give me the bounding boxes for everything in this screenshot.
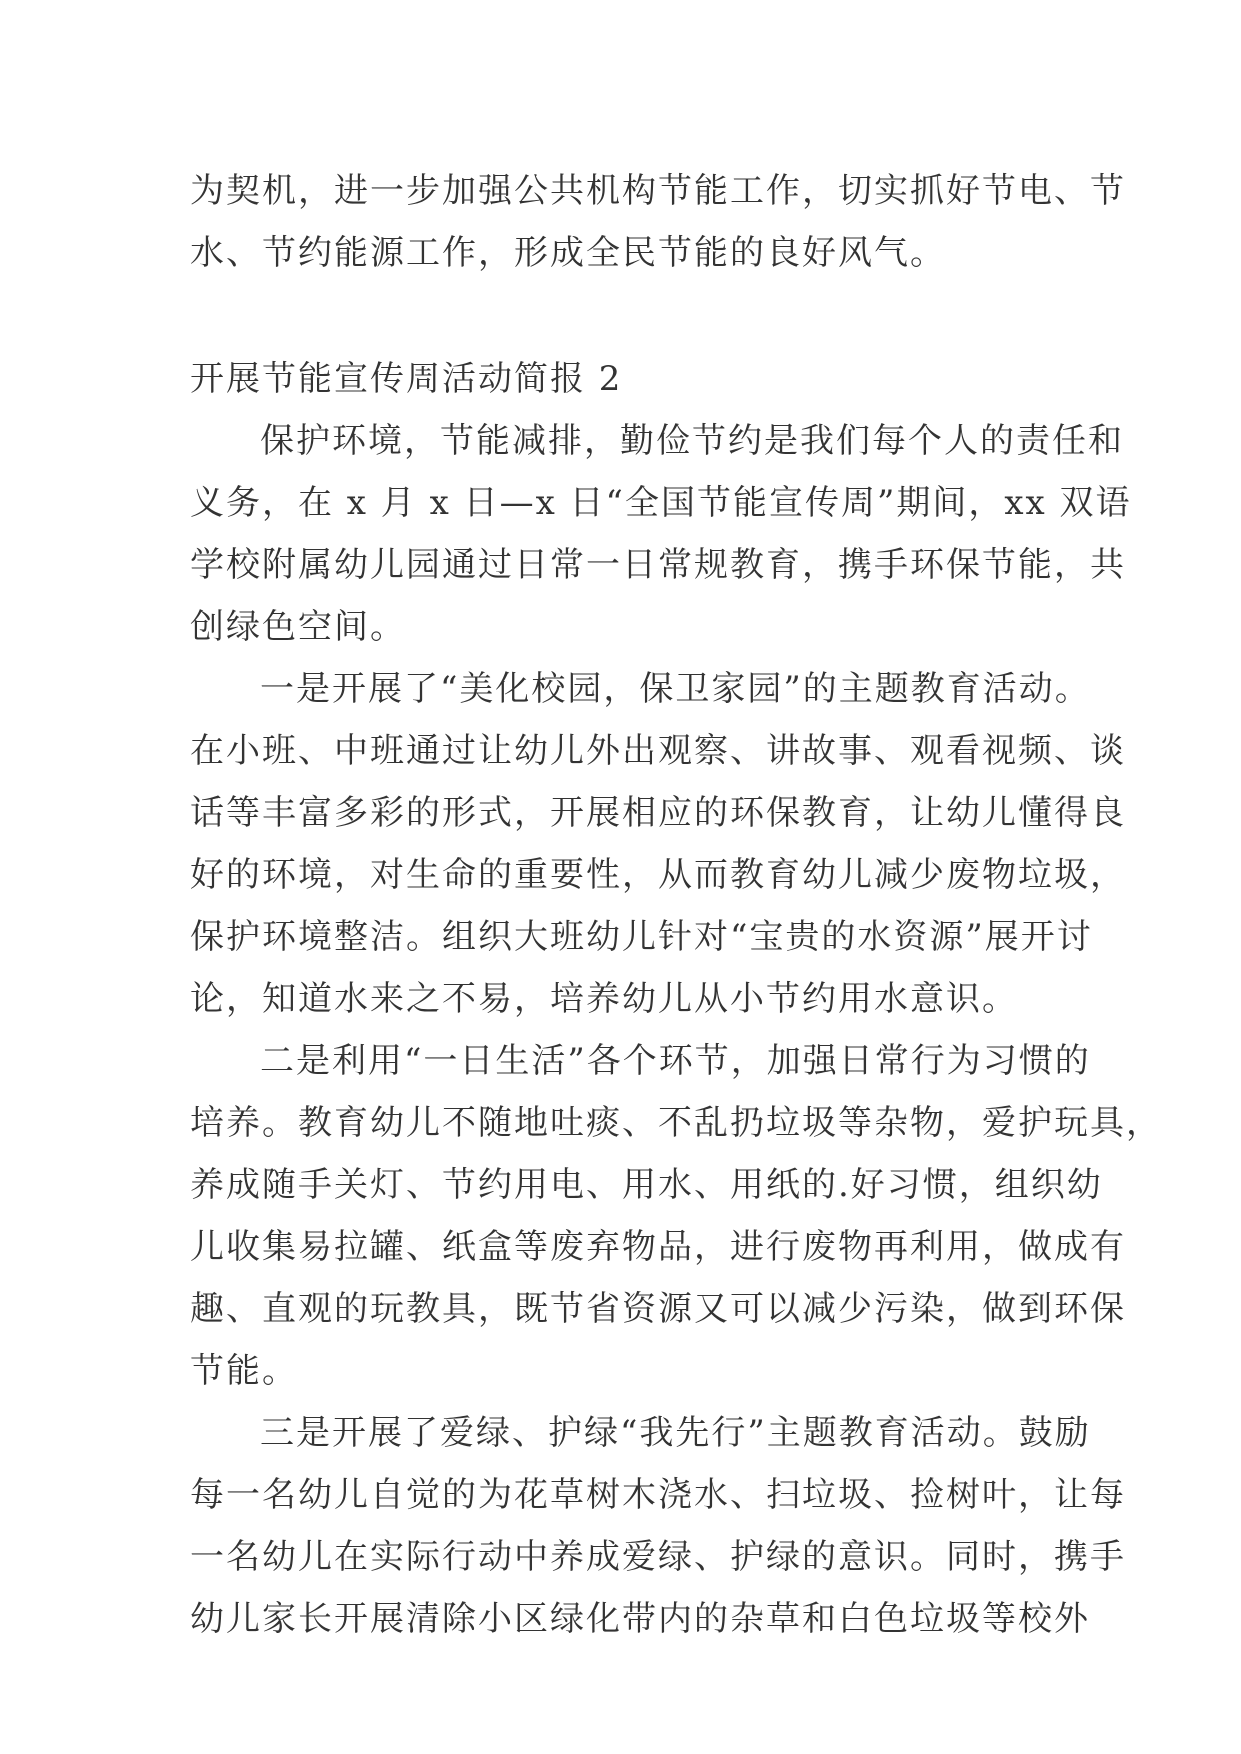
paragraph-line: 在小班、中班通过让幼儿外出观察、讲故事、观看视频、谈 <box>190 731 1126 771</box>
paragraph-line: 一是开展了“美化校园，保卫家园”的主题教育活动。 <box>260 669 1091 709</box>
paragraph-line: 保护环境整洁。组织大班幼儿针对“宝贵的水资源”展开讨 <box>190 917 1093 957</box>
paragraph-line: 儿收集易拉罐、纸盒等废弃物品，进行废物再利用，做成有 <box>190 1227 1126 1267</box>
paragraph-line: 一名幼儿在实际行动中养成爱绿、护绿的意识。同时，携手 <box>190 1537 1126 1577</box>
paragraph-line: 培养。教育幼儿不随地吐痰、不乱扔垃圾等杂物，爱护玩具， <box>190 1103 1162 1143</box>
paragraph-line: 保护环境，节能减排，勤俭节约是我们每个人的责任和 <box>260 421 1124 461</box>
paragraph-line: 创绿色空间。 <box>190 607 406 647</box>
intro-line: 水、节约能源工作，形成全民节能的良好风气。 <box>190 233 946 273</box>
paragraph-line: 好的环境，对生命的重要性，从而教育幼儿减少废物垃圾， <box>190 855 1126 895</box>
section-title: 开展节能宣传周活动简报 2 <box>190 359 623 399</box>
paragraph-line: 学校附属幼儿园通过日常一日常规教育，携手环保节能，共 <box>190 545 1126 585</box>
paragraph-line: 三是开展了爱绿、护绿“我先行”主题教育活动。鼓励 <box>260 1413 1091 1453</box>
section-spacer <box>190 284 1070 348</box>
paragraph-line: 每一名幼儿自觉的为花草树木浇水、扫垃圾、捡树叶，让每 <box>190 1475 1126 1515</box>
intro-line: 为契机，进一步加强公共机构节能工作，切实抓好节电、节 <box>190 171 1126 211</box>
paragraph-line: 义务，在 x 月 x 日—x 日“全国节能宣传周”期间，xx 双语 <box>190 483 1132 523</box>
paragraph-line: 幼儿家长开展清除小区绿化带内的杂草和白色垃圾等校外 <box>190 1599 1090 1639</box>
paragraph-line: 二是利用“一日生活”各个环节，加强日常行为习惯的 <box>260 1041 1091 1081</box>
paragraph-line: 论，知道水来之不易，培养幼儿从小节约用水意识。 <box>190 979 1018 1019</box>
document-body <box>190 160 1162 1650</box>
paragraph-line: 趣、直观的玩教具，既节省资源又可以减少污染，做到环保 <box>190 1289 1126 1329</box>
paragraph-line: 节能。 <box>190 1351 298 1391</box>
paragraph-line: 养成随手关灯、节约用电、用水、用纸的.好习惯，组织幼 <box>190 1165 1103 1205</box>
paragraph-line: 话等丰富多彩的形式，开展相应的环保教育，让幼儿懂得良 <box>190 793 1126 833</box>
